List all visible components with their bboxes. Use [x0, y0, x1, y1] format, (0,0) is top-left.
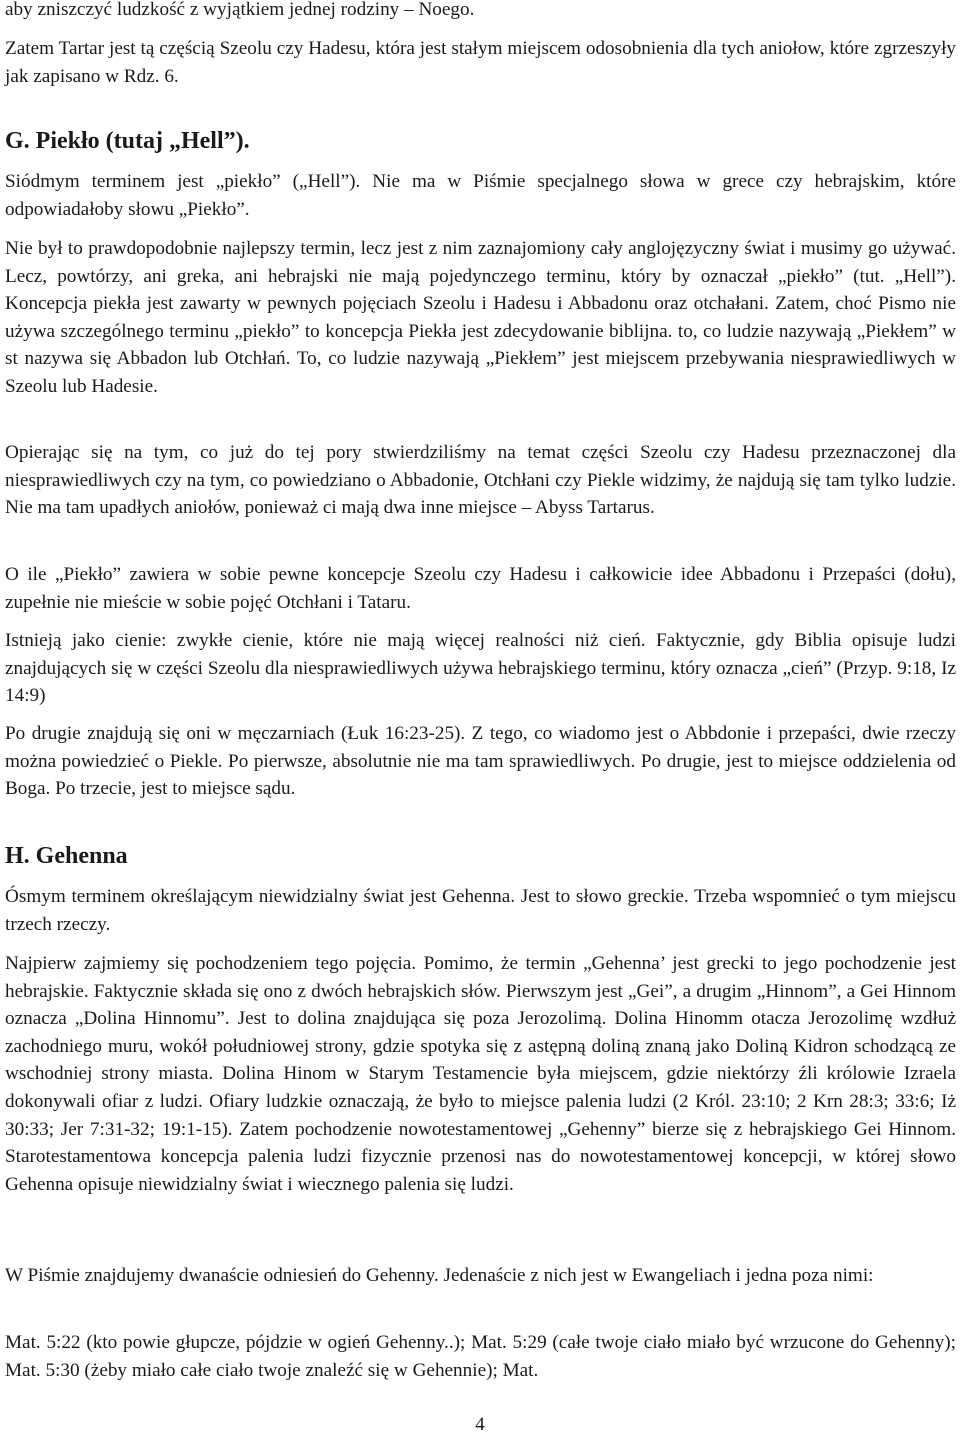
- paragraph-sheol-hades: Opierając się na tym, co już do tej pory stwierdziliśmy na temat części Szeolu czy Hadesu przeznaczonej dla niesprawiedliwych czy na tym, co powiedziano o Abbadonie, Otchłani czy Piekle widzimy, że najdują się tam tylko ludzie. Nie ma tam upadłych aniołów, ponieważ ci mają dwa inne miejsce – Abyss Tartarus.: [5, 442, 956, 519]
- paragraph-gehenna-references: W Piśmie znajdujemy dwanaście odniesień do Gehenny. Jedenaście z nich jest w Ewangeliach i jedna poza nimi:: [5, 1265, 874, 1286]
- paragraph-gehenna-intro: Ósmym terminem określającym niewidzialny świat jest Gehenna. Jest to słowo greckie. Trzeba wspomnieć o tym miejscu trzech rzeczy.: [5, 886, 956, 935]
- paragraph-matthew-references: Mat. 5:22 (kto powie głupcze, pójdzie w ogień Gehenny..); Mat. 5:29 (całe twoje ciało miało być wrzucone do Gehenny); Mat. 5:30 (żeby miało całe ciało twoje znaleźć się w Gehennie); Mat.: [5, 1332, 956, 1381]
- paragraph-continuation: aby zniszczyć ludzkość z wyjątkiem jednej rodziny – Noego.: [5, 0, 475, 20]
- section-heading-h: H. Gehenna: [5, 843, 128, 869]
- paragraph-abbadon: O ile „Piekło” zawiera w sobie pewne koncepcje Szeolu czy Hadesu i całkowicie idee Abbadonu i Przepaści (dołu), zupełnie nie mieście w sobie pojęć Otchłani i Tataru.: [5, 564, 956, 613]
- paragraph-hell-concept: Nie był to prawdopodobnie najlepszy termin, lecz jest z nim zaznajomiony cały anglojęzyczny świat i musimy go używać. Lecz, powtórzy, ani greka, ani hebrajski nie mają pojedynczego terminu, który by oznaczał „piekło” (tut. „Hell”). Koncepcja piekła jest zawarty w pewnych pojęciach Szeolu i Hadesu i Abbadonu oraz otchałani. Zatem, choć Pismo nie używa szczególnego terminu „piekło” to koncepcja Piekła jest zdecydowanie biblijna. to, co ludzie nazywają „Piekłem” w st nazywa się Abbadon lub Otchłań. To, co ludzie nazywają „Piekłem” jest miejscem przebywania niesprawiedliwych w Szeolu lub Hadesie.: [5, 238, 956, 397]
- page-number: 4: [475, 1414, 485, 1435]
- paragraph-torment: Po drugie znajdują się oni w męczarniach (Łuk 16:23-25). Z tego, co wiadomo jest o Abbdonie i przepaści, dwie rzeczy można powiedzieć o Piekle. Po pierwsze, absolutnie nie ma tam sprawiedliwych. Po drugie, jest to miejsce oddzielenia od Boga. Po trzecie, jest to miejsce sądu.: [5, 723, 956, 800]
- section-heading-g: G. Piekło (tutaj „Hell”).: [5, 128, 250, 154]
- paragraph-hell-term: Siódmym terminem jest „piekło” („Hell”). Nie ma w Piśmie specjalnego słowa w grece czy hebrajskim, które odpowiadałoby słowu „Piekło”.: [5, 171, 956, 220]
- paragraph-tartar: Zatem Tartar jest tą częścią Szeolu czy Hadesu, która jest stałym miejscem odosobnienia dla tych aniołow, które zgrzeszyły jak zapisano w Rdz. 6.: [5, 38, 956, 87]
- paragraph-gehenna-origin: Najpierw zajmiemy się pochodzeniem tego pojęcia. Pomimo, że termin „Gehenna’ jest grecki to jego pochodzenie jest hebrajskie. Faktycznie składa się ono z dwóch hebrajskich słów. Pierwszym jest „Gei”, a drugim „Hinnom”, a Gei Hinnom oznacza „Dolina Hinnomu”. Jest to dolina znajdująca się poza Jerozolimą. Dolina Hinomm otacza Jerozolimę wzdłuż zachodniego muru, wokół południowej strony, gdzie spotyka się z astępną doliną znaną jako Doliną Kidron schodzącą ze wschodniej strony miasta. Dolina Hinom w Starym Testamencie była miejscem, gdzie niektórzy źli królowie Izraela dokonywali ofiar z ludzi. Ofiary ludzkie oznaczają, że było to miejsce palenia ludzi (2 Król. 23:10; 2 Krn 28:3; 33:6; Iż 30:33; Jer 7:31-32; 19:1-15). Zatem pochodzenie nowotestamentowej „Gehenny” bierze się z hebrajskiego Gei Hinnom. Starotestamentowa koncepcja palenia ludzi fizycznie przenosi nas do nowotestamentowej koncepcji, w której słowo Gehenna opisuje niewidzialny świat i wiecznego palenia się ludzi.: [5, 953, 956, 1195]
- paragraph-shadows: Istnieją jako cienie: zwykłe cienie, które nie mają więcej realności niż cień. Faktycznie, gdy Biblia opisuje ludzi znajdujących się w części Szeolu dla niesprawiedliwych używa hebrajskiego terminu, który oznacza „cień” (Przyp. 9:18, Iz 14:9): [5, 630, 956, 707]
